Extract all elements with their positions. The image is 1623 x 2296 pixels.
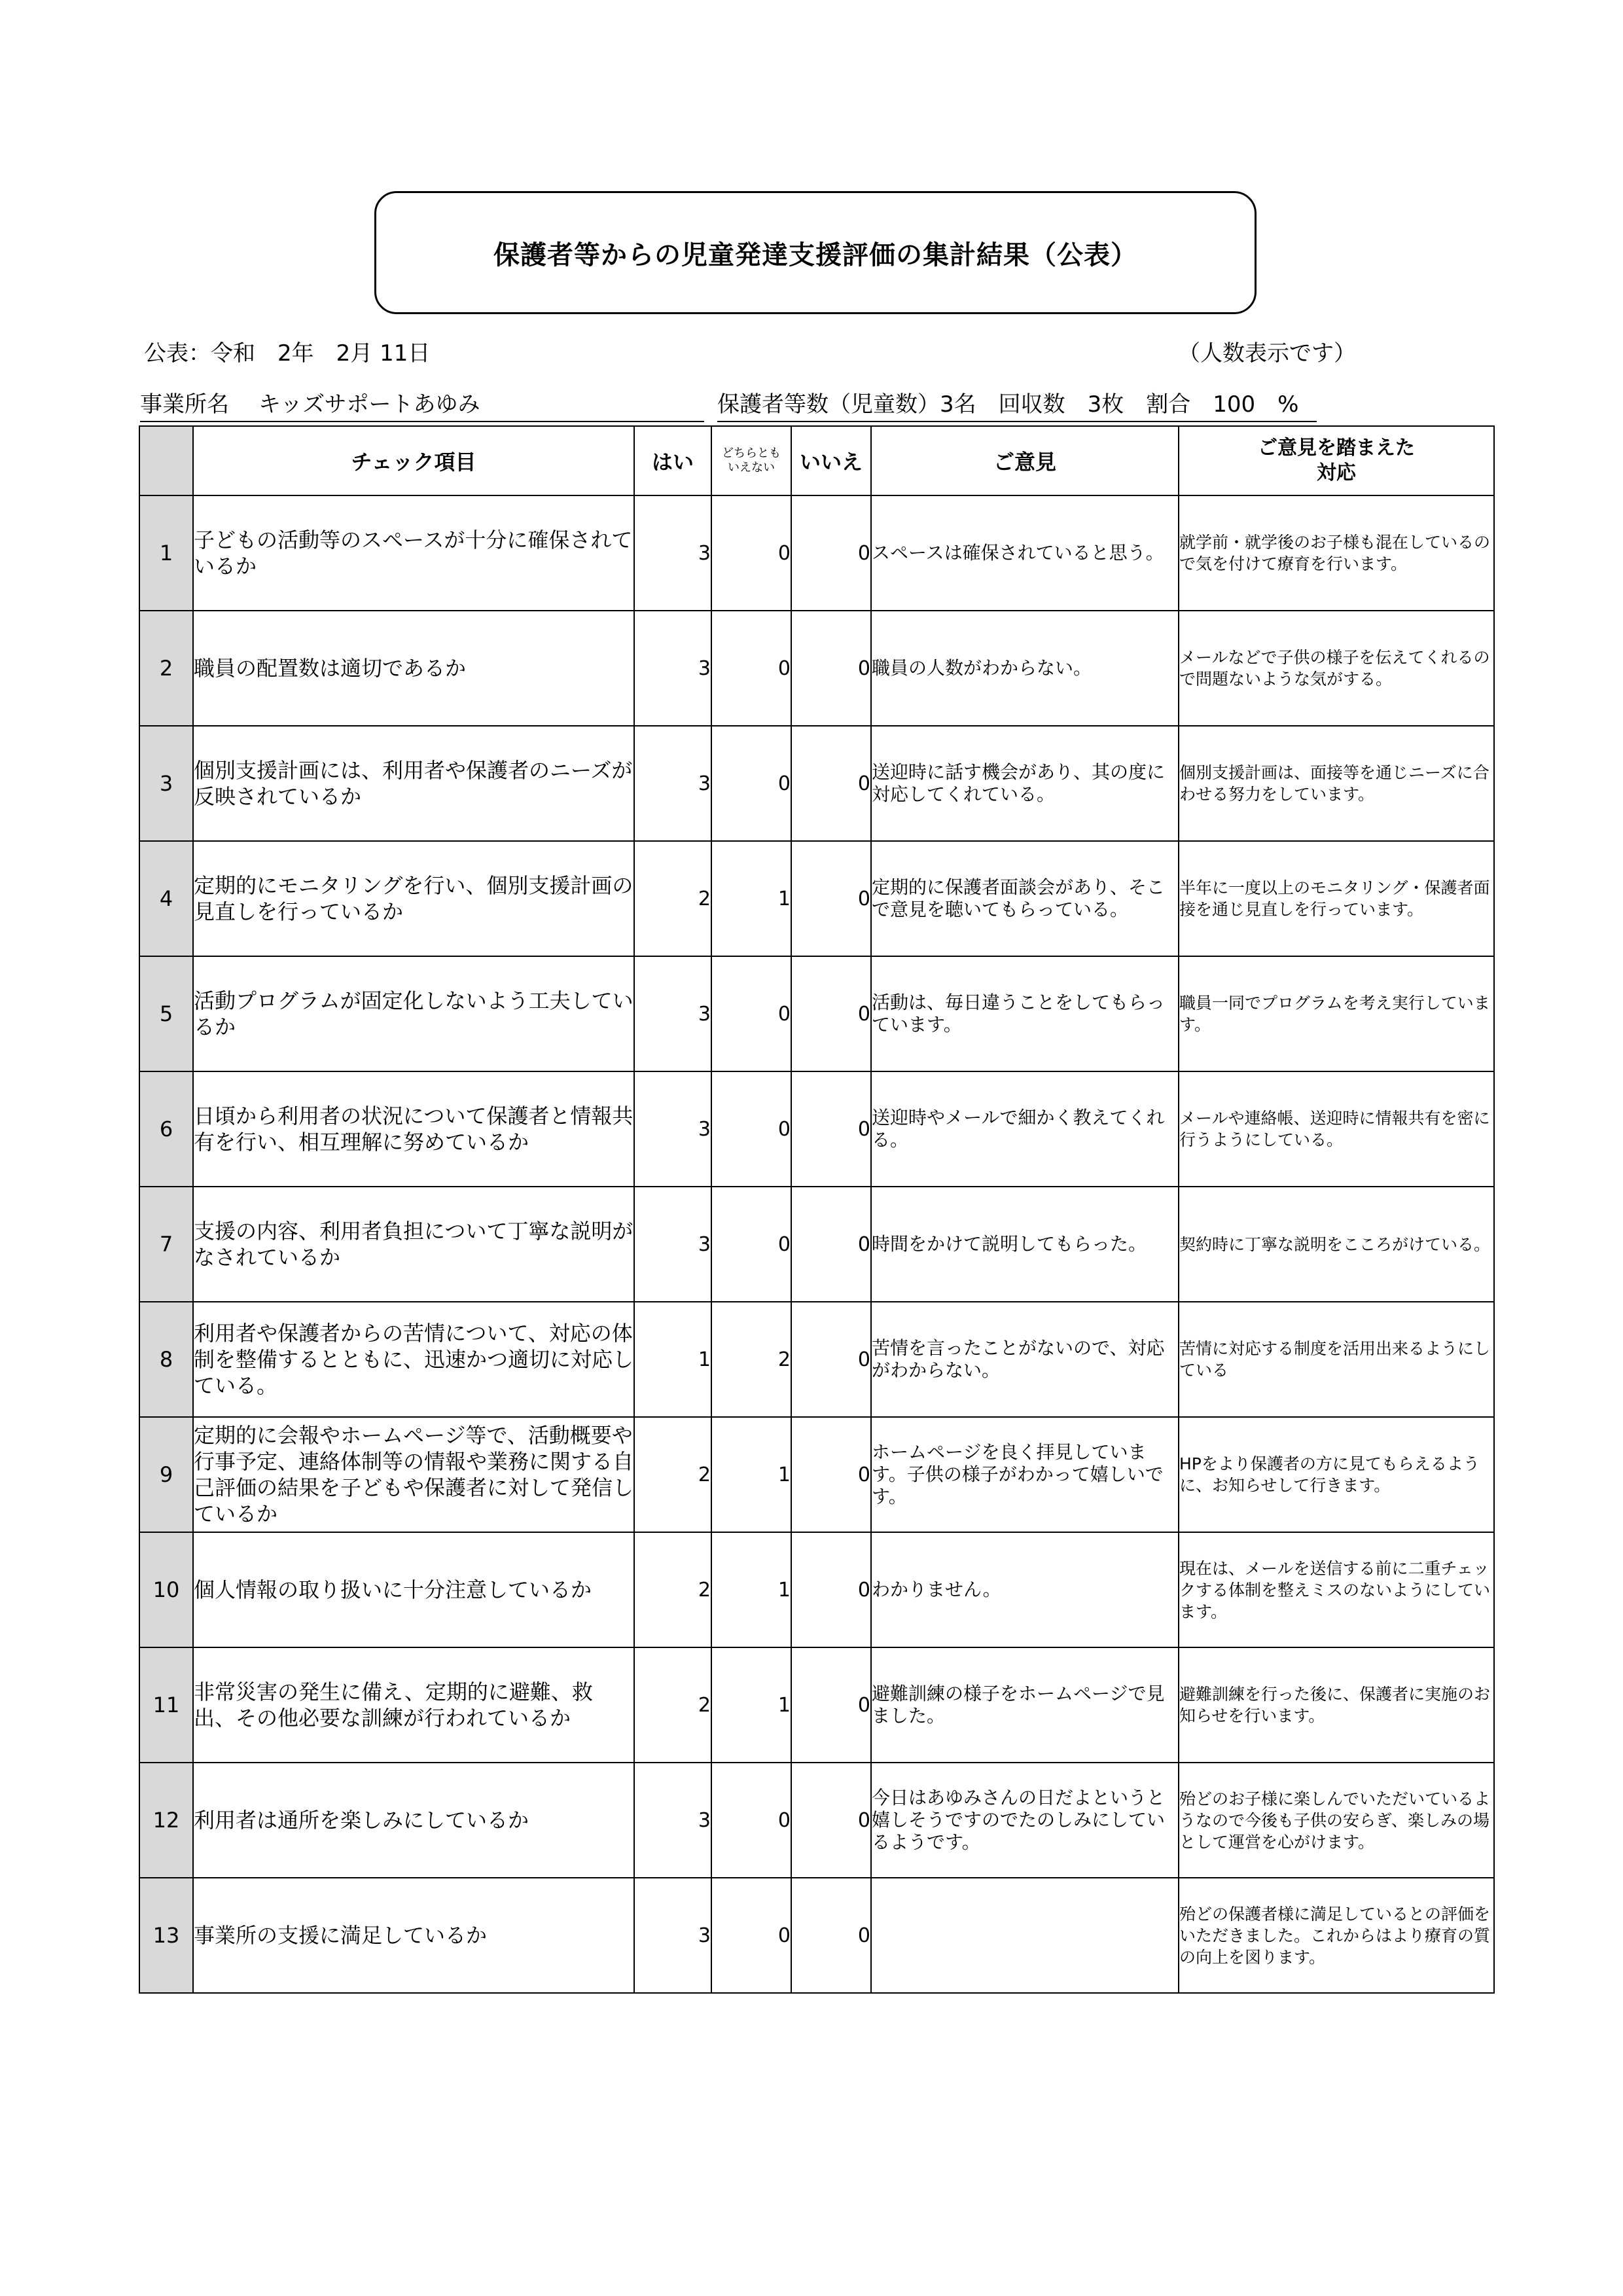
row-number: 9 (139, 1417, 193, 1532)
count-neutral: 0 (711, 611, 791, 726)
count-no: 0 (791, 1071, 871, 1187)
header-opinion: ご意見 (871, 426, 1179, 495)
check-item: 日頃から利用者の状況について保護者と情報共有を行い、相互理解に努めているか (193, 1071, 634, 1187)
office-response: 殆どのお子様に楽しんでいただいているようなので今後も子供の安らぎ、楽しみの場として運営を心がけます。 (1179, 1763, 1494, 1878)
office-response: 職員一同でプログラムを考え実行しています。 (1179, 956, 1494, 1071)
parent-opinion: 職員の人数がわからない。 (871, 611, 1179, 726)
check-item: 利用者や保護者からの苦情について、対応の体制を整備するとともに、迅速かつ適切に対応している。 (193, 1302, 634, 1417)
check-item: 事業所の支援に満足しているか (193, 1878, 634, 1993)
office-response: HPをより保護者の方に見てもらえるように、お知らせして行きます。 (1179, 1417, 1494, 1532)
table-row (139, 1417, 1494, 1532)
office-name: キッズサポートあゆみ (258, 391, 480, 418)
count-neutral: 1 (711, 1532, 791, 1647)
check-item: 非常災害の発生に備え、定期的に避難、救出、その他必要な訓練が行われているか (193, 1647, 634, 1763)
count-yes: 3 (634, 1071, 711, 1187)
check-item: 個人情報の取り扱いに十分注意しているか (193, 1532, 634, 1647)
parent-opinion: わかりません。 (871, 1532, 1179, 1647)
count-neutral: 0 (711, 956, 791, 1071)
office-response: 苦情に対応する制度を活用出来るようにしている (1179, 1302, 1494, 1417)
office-response: 現在は、メールを送信する前に二重チェックする体制を整えミスのないようにしています。 (1179, 1532, 1494, 1647)
count-neutral: 1 (711, 1647, 791, 1763)
table-header-row (139, 426, 1494, 495)
row-number: 3 (139, 726, 193, 841)
count-yes: 2 (634, 1532, 711, 1647)
table-row (139, 611, 1494, 726)
count-no: 0 (791, 611, 871, 726)
parent-opinion: ホームページを良く拝見しています。子供の様子がわかって嬉しいです。 (871, 1417, 1179, 1532)
check-item: 支援の内容、利用者負担について丁寧な説明がなされているか (193, 1187, 634, 1302)
count-neutral: 0 (711, 1763, 791, 1878)
count-no: 0 (791, 726, 871, 841)
display-note: （人数表示です） (1178, 340, 1356, 367)
header-yes: はい (634, 426, 711, 495)
office-line (140, 386, 704, 422)
count-yes: 2 (634, 1417, 711, 1532)
check-item: 職員の配置数は適切であるか (193, 611, 634, 726)
parent-opinion: 苦情を言ったことがないので、対応がわからない。 (871, 1302, 1179, 1417)
count-no: 0 (791, 841, 871, 956)
office-response: 契約時に丁寧な説明をこころがけている。 (1179, 1187, 1494, 1302)
row-number: 1 (139, 495, 193, 611)
count-yes: 3 (634, 956, 711, 1071)
check-item: 定期的にモニタリングを行い、個別支援計画の見直しを行っているか (193, 841, 634, 956)
count-yes: 2 (634, 841, 711, 956)
parent-opinion: 避難訓練の様子をホームページで見ました。 (871, 1647, 1179, 1763)
count-neutral: 0 (711, 726, 791, 841)
office-response: 避難訓練を行った後に、保護者に実施のお知らせを行います。 (1179, 1647, 1494, 1763)
table-row (139, 1647, 1494, 1763)
count-yes: 3 (634, 1878, 711, 1993)
office-response: 殆どの保護者様に満足しているとの評価をいただきました。これからはより療育の質の向上を図ります。 (1179, 1878, 1494, 1993)
table-row (139, 956, 1494, 1071)
count-no: 0 (791, 1302, 871, 1417)
count-yes: 3 (634, 611, 711, 726)
header-neutral-line2: いえない (728, 461, 775, 475)
count-no: 0 (791, 956, 871, 1071)
row-number: 5 (139, 956, 193, 1071)
table-row (139, 1532, 1494, 1647)
check-item: 活動プログラムが固定化しないよう工夫しているか (193, 956, 634, 1071)
table-row (139, 1302, 1494, 1417)
check-item: 利用者は通所を楽しみにしているか (193, 1763, 634, 1878)
header-no: いいえ (791, 426, 871, 495)
header-neutral-line1: どちらとも (722, 446, 781, 460)
office-response: 個別支援計画は、面接等を通じニーズに合わせる努力をしています。 (1179, 726, 1494, 841)
parent-opinion: 今日はあゆみさんの日だよというと嬉しそうですのでたのしみにしているようです。 (871, 1763, 1179, 1878)
table-row (139, 841, 1494, 956)
parent-opinion: 活動は、毎日違うことをしてもらっています。 (871, 956, 1179, 1071)
header-item: チェック項目 (193, 426, 634, 495)
parent-opinion: 定期的に保護者面談会があり、そこで意見を聴いてもらっている。 (871, 841, 1179, 956)
count-neutral: 0 (711, 1071, 791, 1187)
count-neutral: 2 (711, 1302, 791, 1417)
office-response: 半年に一度以上のモニタリング・保護者面接を通じ見直しを行っています。 (1179, 841, 1494, 956)
count-neutral: 1 (711, 841, 791, 956)
count-yes: 3 (634, 495, 711, 611)
count-yes: 1 (634, 1302, 711, 1417)
check-item: 子どもの活動等のスペースが十分に確保されているか (193, 495, 634, 611)
check-item: 個別支援計画には、利用者や保護者のニーズが反映されているか (193, 726, 634, 841)
table-row (139, 726, 1494, 841)
row-number: 6 (139, 1071, 193, 1187)
count-no: 0 (791, 1187, 871, 1302)
office-response: メールなどで子供の様子を伝えてくれるので問題ないような気がする。 (1179, 611, 1494, 726)
row-number: 8 (139, 1302, 193, 1417)
count-no: 0 (791, 1532, 871, 1647)
row-number: 11 (139, 1647, 193, 1763)
table-row (139, 1071, 1494, 1187)
count-neutral: 0 (711, 1878, 791, 1993)
count-no: 0 (791, 1647, 871, 1763)
header-response-line1: ご意見を踏まえた (1258, 437, 1415, 459)
row-number: 7 (139, 1187, 193, 1302)
count-yes: 3 (634, 726, 711, 841)
office-label: 事業所名 (140, 391, 229, 418)
row-number: 13 (139, 1878, 193, 1993)
row-number: 2 (139, 611, 193, 726)
row-number: 12 (139, 1763, 193, 1878)
parent-opinion: 送迎時やメールで細かく教えてくれる。 (871, 1071, 1179, 1187)
check-item: 定期的に会報やホームページ等で、活動概要や行事予定、連絡体制等の情報や業務に関する自己評価の結果を子どもや保護者に対して発信しているか (193, 1417, 634, 1532)
table-row (139, 1187, 1494, 1302)
table-row (139, 495, 1494, 611)
header-response-line2: 対応 (1317, 461, 1356, 484)
count-no: 0 (791, 1878, 871, 1993)
count-yes: 2 (634, 1647, 711, 1763)
parent-opinion (871, 1878, 1179, 1993)
table-row (139, 1878, 1494, 1993)
count-neutral: 0 (711, 1187, 791, 1302)
count-yes: 3 (634, 1187, 711, 1302)
table-row (139, 1763, 1494, 1878)
header-response (1179, 426, 1494, 495)
row-number: 10 (139, 1532, 193, 1647)
count-neutral: 0 (711, 495, 791, 611)
count-no: 0 (791, 1417, 871, 1532)
office-response: メールや連絡帳、送迎時に情報共有を密に行うようにしている。 (1179, 1071, 1494, 1187)
title-box (374, 191, 1257, 314)
parent-opinion: 送迎時に話す機会があり、其の度に対応してくれている。 (871, 726, 1179, 841)
parent-opinion: 時間をかけて説明してもらった。 (871, 1187, 1179, 1302)
parent-opinion: スペースは確保されていると思う。 (871, 495, 1179, 611)
row-number: 4 (139, 841, 193, 956)
count-neutral: 1 (711, 1417, 791, 1532)
publication-date: 公表：令和 2年 2月 11日 (144, 340, 431, 367)
evaluation-table (139, 425, 1495, 1994)
header-neutral (711, 426, 791, 495)
office-response: 就学前・就学後のお子様も混在しているので気を付けて療育を行います。 (1179, 495, 1494, 611)
count-no: 0 (791, 1763, 871, 1878)
header-corner (139, 426, 193, 495)
response-summary: 保護者等数（児童数）3名 回収数 3枚 割合 100 % (717, 386, 1317, 422)
count-no: 0 (791, 495, 871, 611)
page-title: 保護者等からの児童発達支援評価の集計結果（公表） (493, 240, 1137, 270)
count-yes: 3 (634, 1763, 711, 1878)
